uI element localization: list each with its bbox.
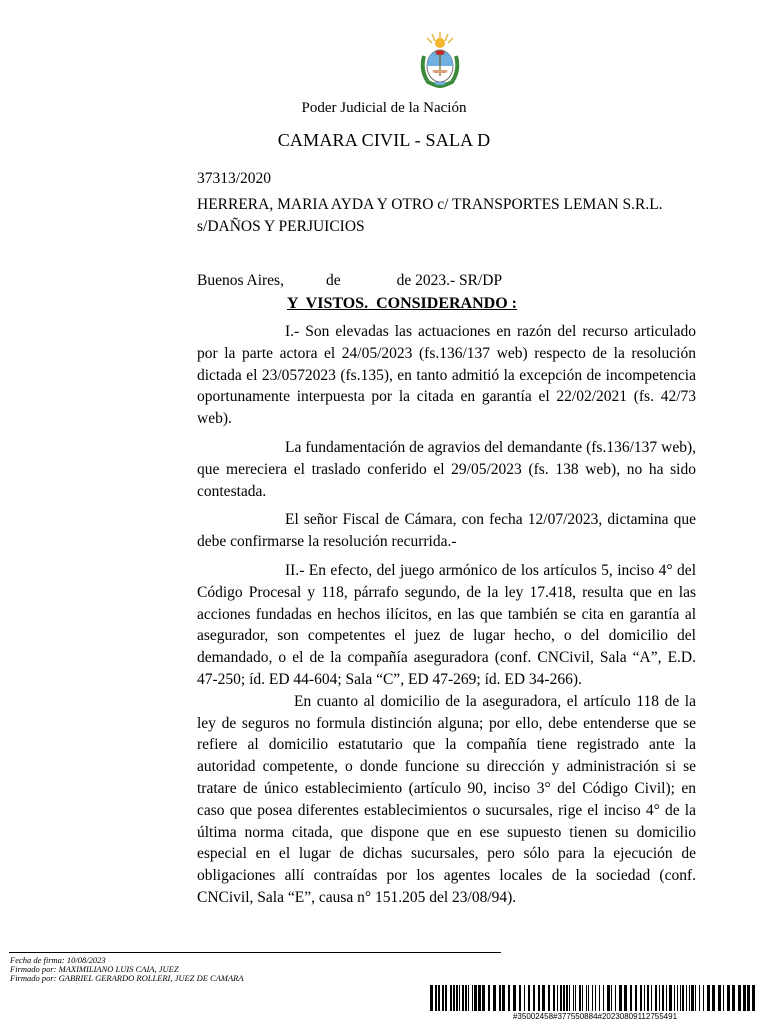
coat-of-arms-icon <box>418 30 462 88</box>
signature-judge-2: Firmado por: GABRIEL GERARDO ROLLERI, JUEZ DE CAMARA <box>10 973 244 983</box>
paragraph-2: La fundamentación de agravios del demandante (fs.136/137 web), que mereciera el traslado conferido el 29/05/2023 (fs. 138 web), no ha sido contestada. <box>197 438 696 500</box>
barcode-text: #35002458#377550884#20230809112755491 <box>512 1012 678 1021</box>
court-title: CAMARA CIVIL - SALA D <box>277 130 491 150</box>
dateline-de: de <box>325 272 341 289</box>
institution-title: Poder Judicial de la Nación <box>301 100 467 116</box>
paragraph-3: El señor Fiscal de Cámara, con fecha 12/07/2023, dictamina que debe confirmarse la resolución recurrida.- <box>197 511 696 551</box>
dateline-city: Buenos Aires, <box>197 272 284 289</box>
dateline-year: de 2023.- SR/DP <box>396 272 503 289</box>
paragraph-1: I.- Son elevadas las actuaciones en razón del recurso articulado por la parte actora el 24/05/2023 (fs.136/137 web) respecto de la resolución dictada el 23/0572023 (fs.135), en tanto admitió la excepción de incompetencia oportunamente interpuesta por la citada en garantía el 22/02/2021 (fs. 42/73 web). <box>197 323 696 428</box>
paragraph-4: II.- En efecto, del juego armónico de los artículos 5, inciso 4° del Código Procesal y 118, párrafo segundo, de la ley 17.418, resulta que en las acciones fundadas en hechos ilícitos, en las que también se cita en garantía al asegurador, son competentes el juez de lugar hecho, o del domicilio del demandado, o el de la compañía aseguradora (conf. CNCivil, Sala “A”, E.D. 47-250; íd. ED 44-604; Sala “C”, ED 47-269; íd. ED 34-266). <box>197 561 696 688</box>
signature-date: Fecha de firma: 10/08/2023 <box>10 955 106 965</box>
case-number: 37313/2020 <box>197 170 272 187</box>
dateline <box>197 272 502 290</box>
barcode <box>430 985 758 1011</box>
document-body <box>197 321 696 909</box>
case-caption: HERRERA, MARIA AYDA Y OTRO c/ TRANSPORTES LEMAN S.R.L. s/DAÑOS Y PERJUICIOS <box>197 196 663 235</box>
section-heading: Y VISTOS. CONSIDERANDO : <box>287 295 517 312</box>
paragraph-5: En cuanto al domicilio de la aseguradora, el artículo 118 de la ley de seguros no formula distinción alguna; por ello, debe entenderse que se refiere al domicilio estatutario que la compañía tiene registrado ante la autoridad competente, o donde funcione su dirección y administración si se tratare de único establecimiento (artículo 90, inciso 3° del Código Civil); en caso que posea diferentes establecimientos o sucursales, rige el inciso 4° de la última norma citada, que dispone que en ese supuesto tienen su domicilio especial en el lugar de dichas sucursales, pero sólo para la ejecución de obligaciones allí contraídas por los agentes locales de la sociedad (conf. CNCivil, Sala “E”, causa n° 151.205 del 23/08/94). <box>197 692 696 906</box>
signature-judge-1: Firmado por: MAXIMILIANO LUIS CAIA, JUEZ <box>10 964 179 974</box>
signature-divider <box>9 952 501 953</box>
